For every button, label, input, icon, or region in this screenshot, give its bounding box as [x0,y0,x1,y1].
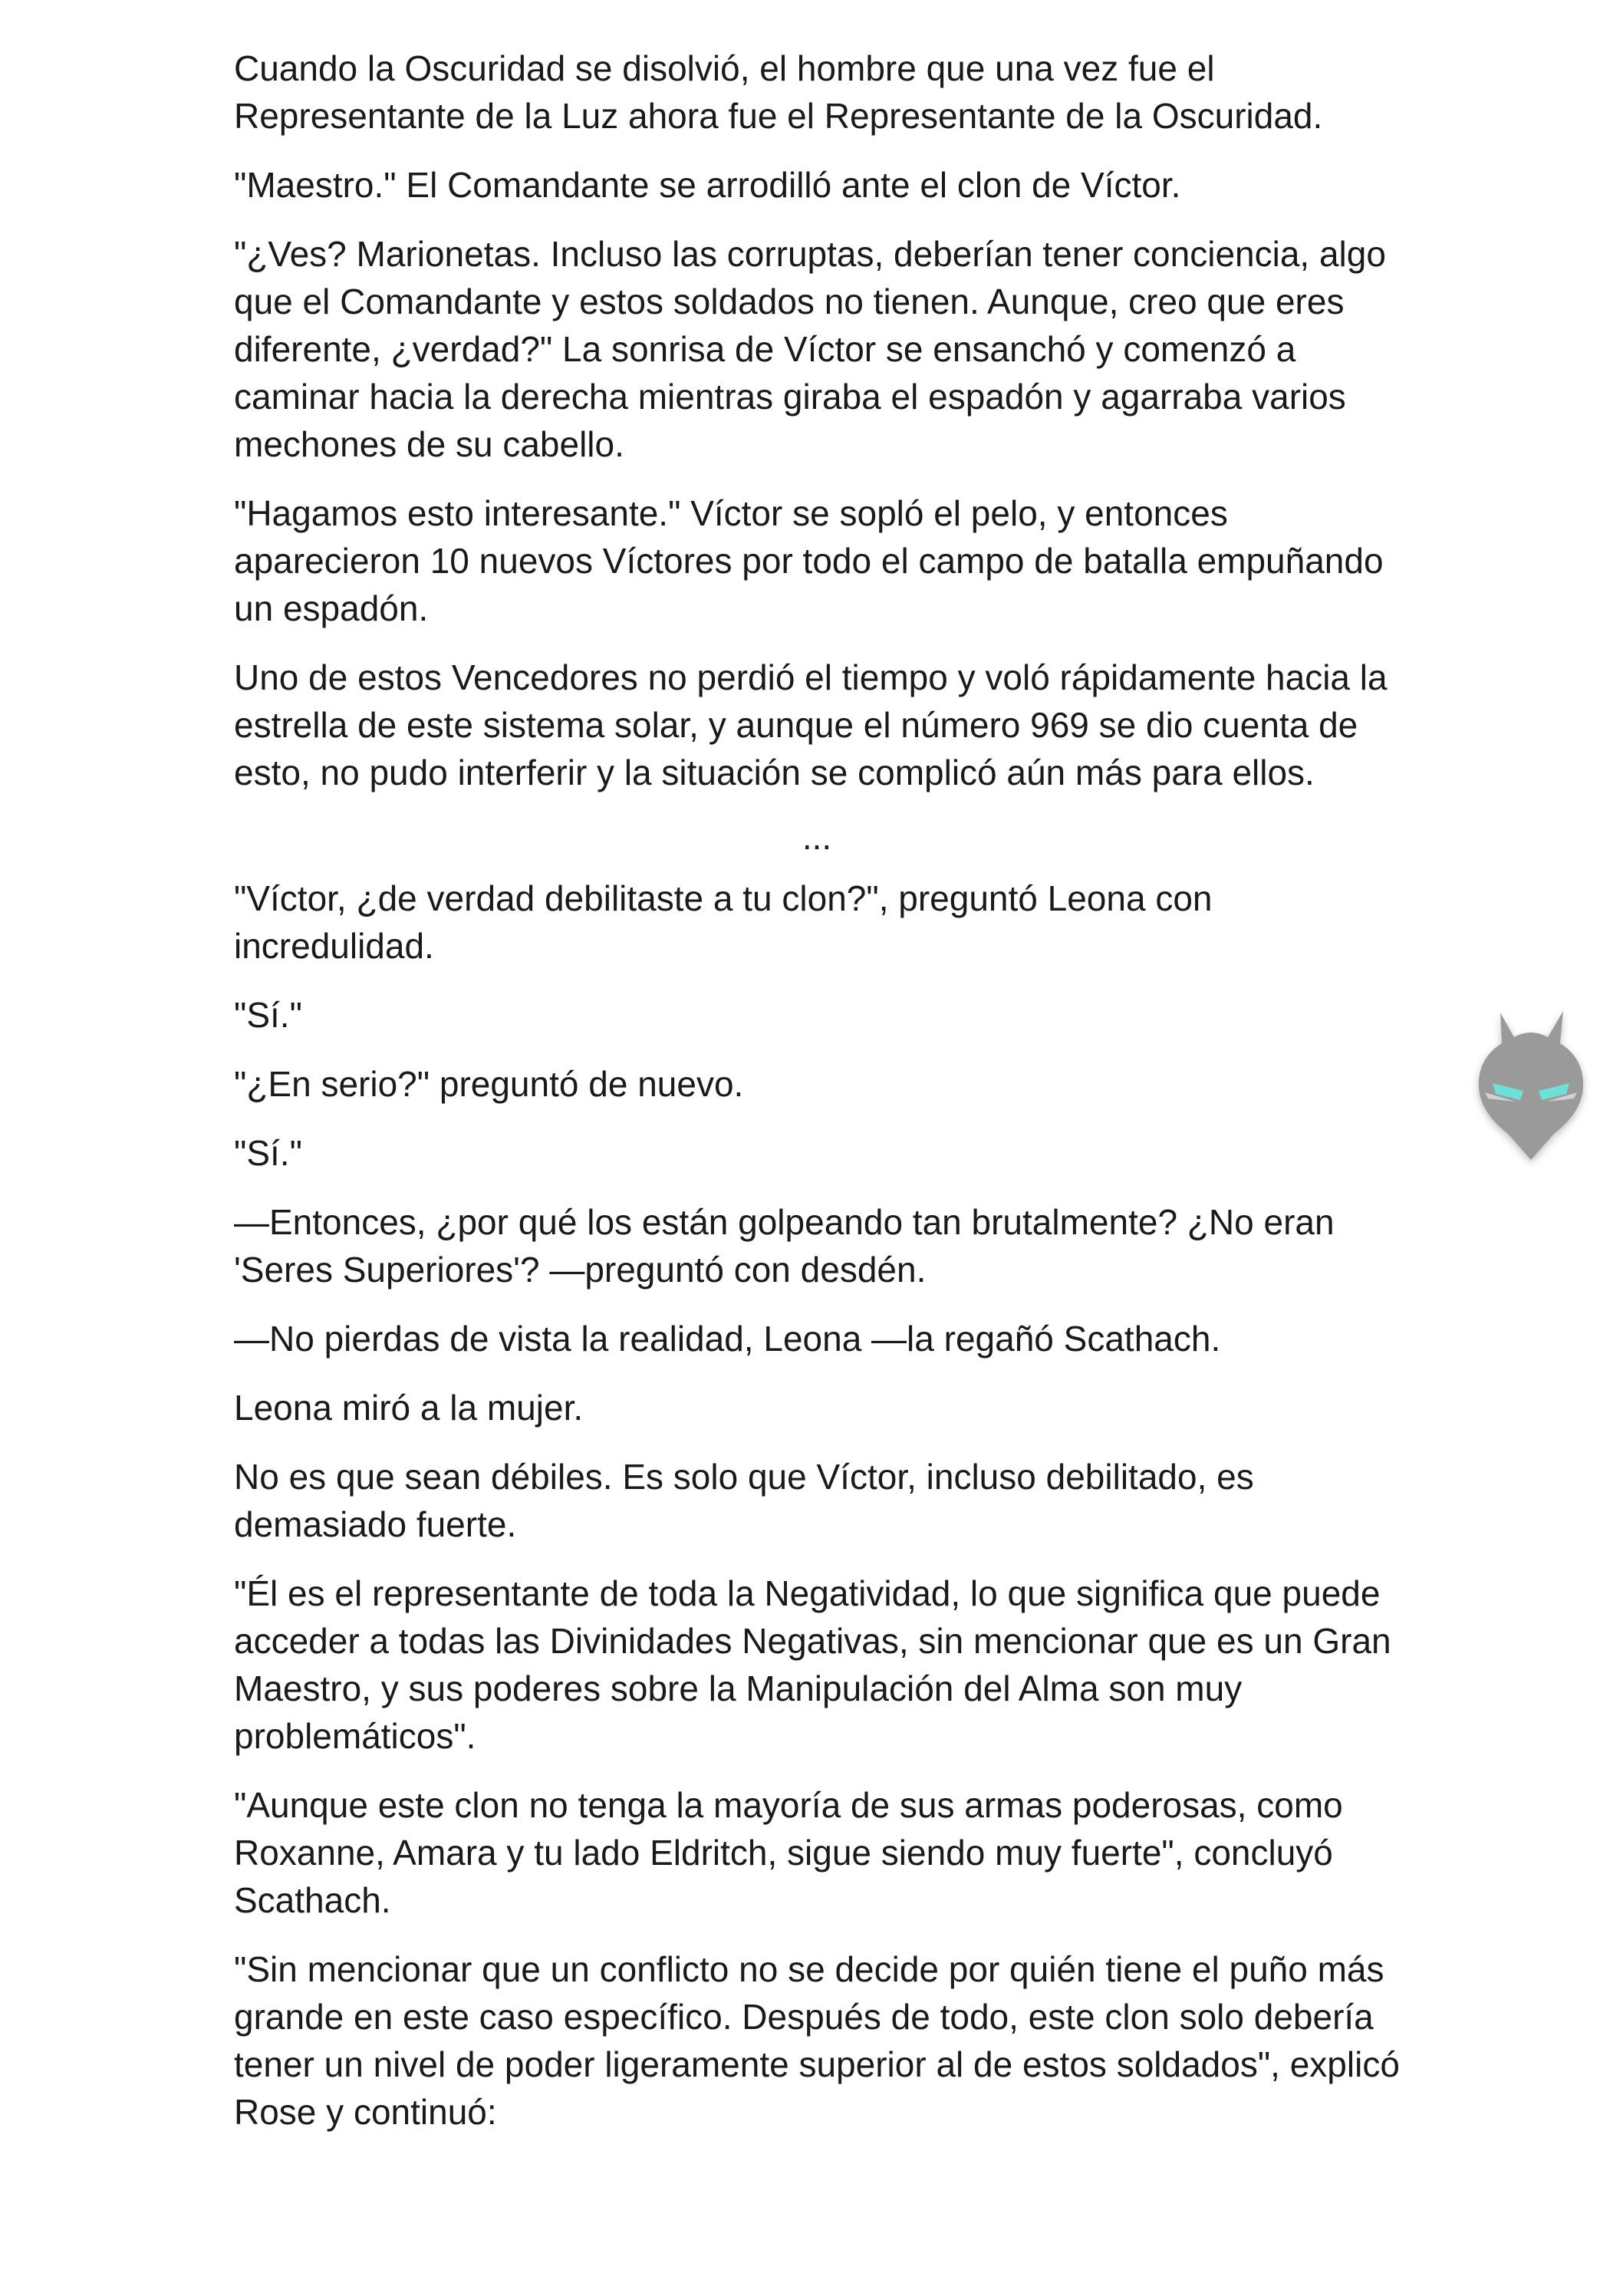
paragraph: —No pierdas de vista la realidad, Leona —la regañó Scathach. [234,1319,1221,1359]
paragraph: Leona miró a la mujer. [234,1388,584,1428]
paragraph: "Víctor, ¿de verdad debilitaste a tu clon?", preguntó Leona con incredulidad. [234,878,1213,966]
paragraph: "Él es el representante de toda la Negatividad, lo que significa que puede acceder a todas las Divinidades Negativas, sin mencionar que es un Gran Maestro, y sus poderes sobre la Manipulación del Alma son muy problemáticos". [234,1573,1391,1756]
paragraph: "Sí." [234,1133,302,1173]
paragraph: "¿Ves? Marionetas. Incluso las corruptas, deberían tener conciencia, algo que el Comandante y estos soldados no tienen. Aunque, creo que eres diferente, ¿verdad?" La sonrisa de Víctor se ensanchó y comenzó a caminar hacia la derecha mientras giraba el espadón y agarraba varios mechones de su cabello. [234,234,1386,464]
paragraph: Cuando la Oscuridad se disolvió, el hombre que una vez fue el Representante de la Luz ahora fue el Representante de la Oscuridad. [234,48,1323,136]
demon-head-logo-icon [1470,997,1592,1166]
paragraph: "Sin mencionar que un conflicto no se decide por quién tiene el puño más grande en este caso específico. Después de todo, este clon solo debería tener un nivel de poder ligeramente superior al de estos soldados", explicó Rose y continuó: [234,1949,1400,2132]
paragraph: "Sí." [234,995,302,1035]
document-body [234,44,1400,2157]
paragraph: —Entonces, ¿por qué los están golpeando tan brutalmente? ¿No eran 'Seres Superiores'? —preguntó con desdén. [234,1202,1335,1290]
paragraph: "¿En serio?" preguntó de nuevo. [234,1064,744,1104]
paragraph: "Hagamos esto interesante." Víctor se sopló el pelo, y entonces aparecieron 10 nuevos Víctores por todo el campo de batalla empuñando un espadón. [234,493,1384,628]
paragraph: No es que sean débiles. Es solo que Víctor, incluso debilitado, es demasiado fuerte. [234,1457,1254,1544]
paragraph: "Maestro." El Comandante se arrodilló ante el clon de Víctor. [234,165,1181,205]
paragraph: "Aunque este clon no tenga la mayoría de sus armas poderosas, como Roxanne, Amara y tu lado Eldritch, sigue siendo muy fuerte", concluyó Scathach. [234,1785,1343,1920]
scene-separator: ... [802,817,832,857]
paragraph: Uno de estos Vencedores no perdió el tiempo y voló rápidamente hacia la estrella de este sistema solar, y aunque el número 969 se dio cuenta de esto, no pudo interferir y la situación se complicó aún más para ellos. [234,657,1388,792]
